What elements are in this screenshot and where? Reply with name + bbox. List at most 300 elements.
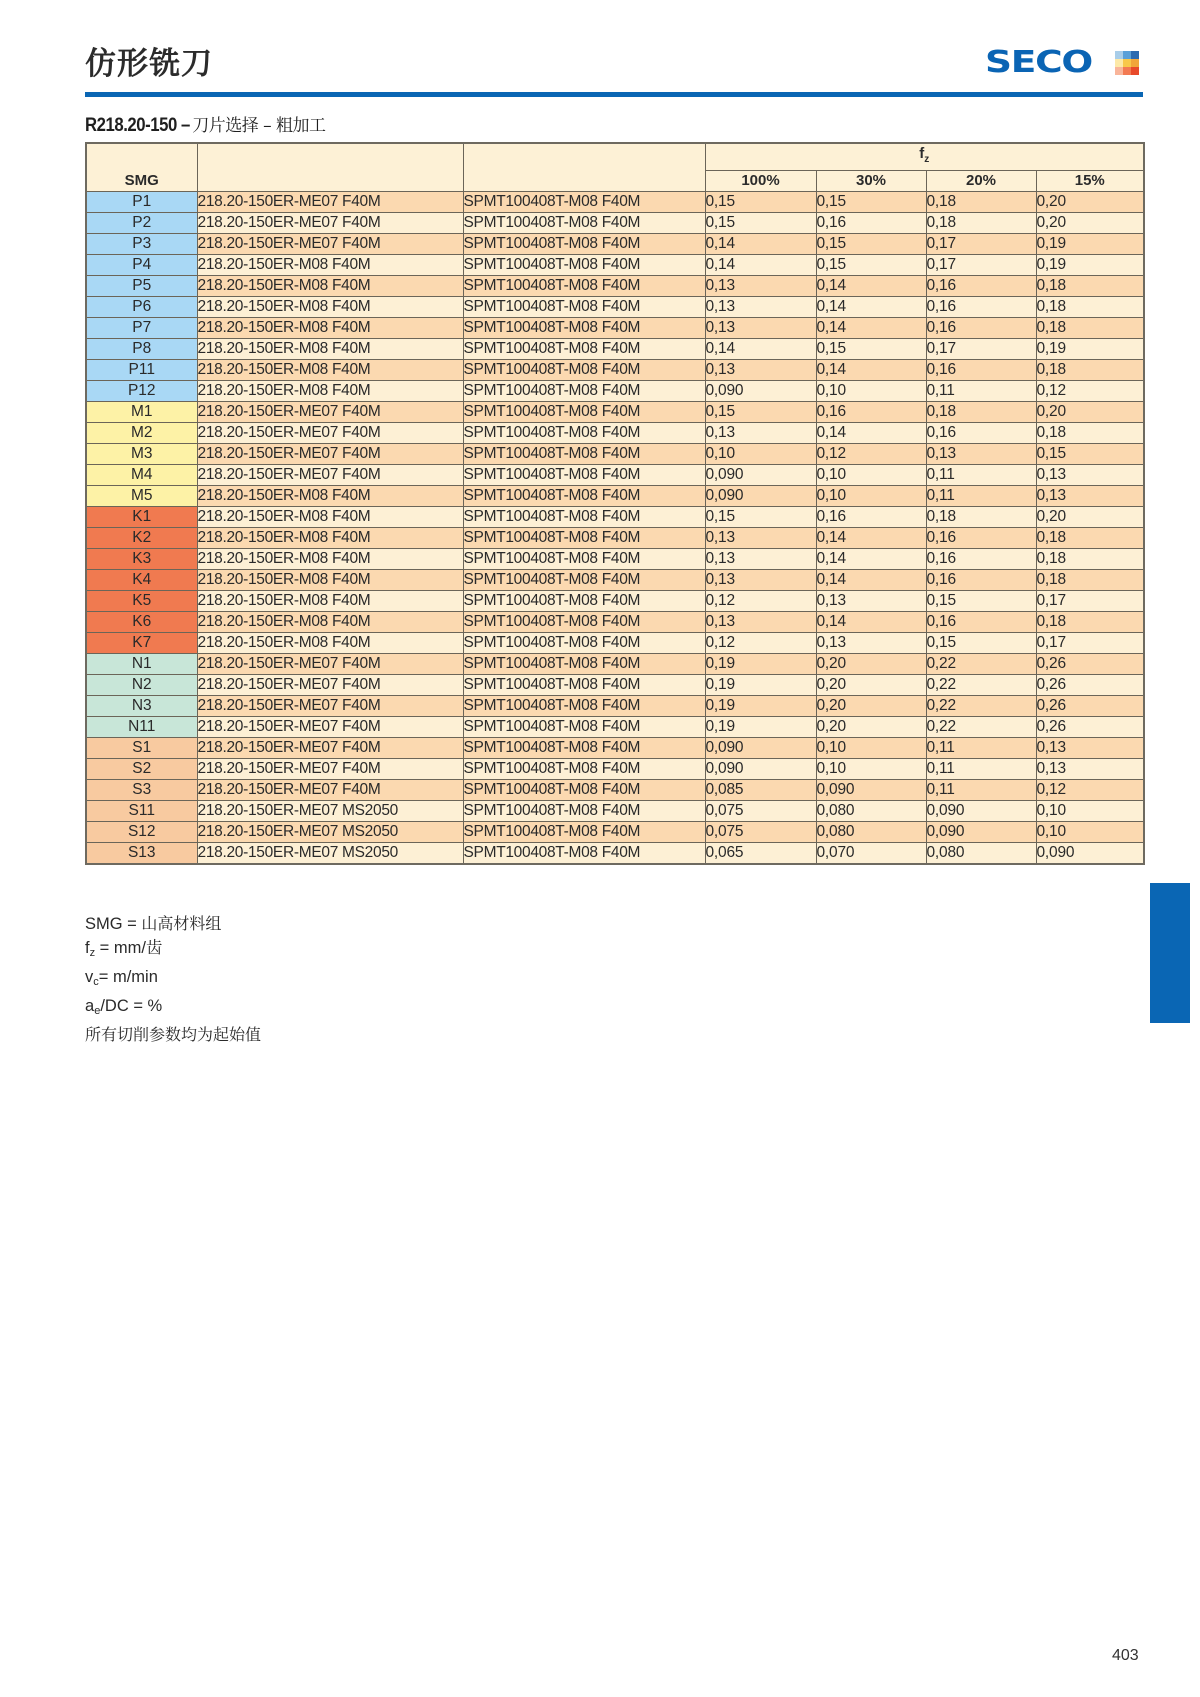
table-row xyxy=(86,822,1144,843)
insert-cell: SPMT100408T-M08 F40M xyxy=(463,297,705,318)
footnote-ae-symbol: a xyxy=(85,997,95,1015)
footnote-ae-text: /DC = % xyxy=(100,997,163,1015)
fz-value-cell: 0,11 xyxy=(926,780,1036,801)
fz-value-cell: 0,14 xyxy=(705,234,816,255)
fz-value-cell: 0,15 xyxy=(816,255,926,276)
fz-value-cell: 0,14 xyxy=(816,318,926,339)
fz-value-cell: 0,13 xyxy=(705,318,816,339)
fz-value-cell: 0,16 xyxy=(816,402,926,423)
insert-cell: SPMT100408T-M08 F40M xyxy=(463,549,705,570)
cutter-cell: 218.20-150ER-M08 F40M xyxy=(197,318,463,339)
fz-value-cell: 0,19 xyxy=(1036,234,1144,255)
footnote-smg-label: SMG = xyxy=(85,915,142,933)
table-row xyxy=(86,654,1144,675)
insert-cell: SPMT100408T-M08 F40M xyxy=(463,255,705,276)
cutter-cell: 218.20-150ER-ME07 F40M xyxy=(197,465,463,486)
fz-value-cell: 0,14 xyxy=(705,339,816,360)
table-row xyxy=(86,318,1144,339)
fz-subscript: z xyxy=(924,154,930,165)
fz-value-cell: 0,12 xyxy=(1036,381,1144,402)
insert-cell: SPMT100408T-M08 F40M xyxy=(463,402,705,423)
footnote-ae xyxy=(85,994,261,1023)
fz-value-cell: 0,22 xyxy=(926,717,1036,738)
footnote-smg-text: 山高材料组 xyxy=(141,914,222,933)
fz-value-cell: 0,15 xyxy=(705,507,816,528)
fz-value-cell: 0,20 xyxy=(1036,402,1144,423)
table-row xyxy=(86,255,1144,276)
insert-cell: SPMT100408T-M08 F40M xyxy=(463,486,705,507)
table-row xyxy=(86,570,1144,591)
fz-value-cell: 0,18 xyxy=(1036,528,1144,549)
footnote-vc xyxy=(85,965,261,994)
fz-value-cell: 0,16 xyxy=(926,423,1036,444)
cutter-cell: 218.20-150ER-M08 F40M xyxy=(197,486,463,507)
insert-cell: SPMT100408T-M08 F40M xyxy=(463,234,705,255)
fz-value-cell: 0,19 xyxy=(705,654,816,675)
fz-value-cell: 0,14 xyxy=(816,276,926,297)
fz-value-cell: 0,12 xyxy=(1036,780,1144,801)
insert-cell: SPMT100408T-M08 F40M xyxy=(463,507,705,528)
insert-cell: SPMT100408T-M08 F40M xyxy=(463,675,705,696)
brand-mark-icon xyxy=(1115,51,1139,75)
fz-value-cell: 0,13 xyxy=(816,591,926,612)
cutter-cell: 218.20-150ER-ME07 F40M xyxy=(197,192,463,213)
fz-value-cell: 0,090 xyxy=(926,801,1036,822)
fz-value-cell: 0,14 xyxy=(816,528,926,549)
insert-cell: SPMT100408T-M08 F40M xyxy=(463,444,705,465)
smg-cell: K2 xyxy=(86,528,197,549)
page-title: 仿形铣刀 xyxy=(85,46,213,82)
fz-value-cell: 0,19 xyxy=(1036,339,1144,360)
footnote-vc-sub: c xyxy=(93,976,99,988)
cutter-cell: 218.20-150ER-M08 F40M xyxy=(197,570,463,591)
insert-cell: SPMT100408T-M08 F40M xyxy=(463,633,705,654)
table-row xyxy=(86,633,1144,654)
fz-value-cell: 0,15 xyxy=(705,192,816,213)
insert-cell: SPMT100408T-M08 F40M xyxy=(463,591,705,612)
fz-value-cell: 0,18 xyxy=(1036,297,1144,318)
header-pct-20: 20% xyxy=(926,171,1036,192)
fz-value-cell: 0,19 xyxy=(705,696,816,717)
fz-value-cell: 0,15 xyxy=(705,402,816,423)
insert-cell: SPMT100408T-M08 F40M xyxy=(463,801,705,822)
smg-cell: P6 xyxy=(86,297,197,318)
fz-value-cell: 0,11 xyxy=(926,738,1036,759)
insert-cell: SPMT100408T-M08 F40M xyxy=(463,528,705,549)
smg-cell: K5 xyxy=(86,591,197,612)
fz-value-cell: 0,16 xyxy=(926,612,1036,633)
fz-value-cell: 0,11 xyxy=(926,381,1036,402)
page-number: 403 xyxy=(1112,1647,1139,1664)
smg-cell: S13 xyxy=(86,843,197,865)
fz-value-cell: 0,18 xyxy=(1036,612,1144,633)
fz-value-cell: 0,17 xyxy=(1036,633,1144,654)
insert-cell: SPMT100408T-M08 F40M xyxy=(463,843,705,865)
fz-value-cell: 0,20 xyxy=(1036,213,1144,234)
fz-value-cell: 0,11 xyxy=(926,486,1036,507)
cutter-cell: 218.20-150ER-M08 F40M xyxy=(197,633,463,654)
fz-value-cell: 0,090 xyxy=(705,759,816,780)
smg-cell: K7 xyxy=(86,633,197,654)
table-row xyxy=(86,612,1144,633)
fz-value-cell: 0,17 xyxy=(926,234,1036,255)
table-row xyxy=(86,780,1144,801)
fz-value-cell: 0,16 xyxy=(926,318,1036,339)
fz-value-cell: 0,19 xyxy=(705,675,816,696)
fz-value-cell: 0,085 xyxy=(705,780,816,801)
fz-value-cell: 0,10 xyxy=(1036,822,1144,843)
header-divider xyxy=(85,92,1143,97)
fz-value-cell: 0,26 xyxy=(1036,696,1144,717)
fz-value-cell: 0,13 xyxy=(1036,465,1144,486)
cutter-cell: 218.20-150ER-M08 F40M xyxy=(197,360,463,381)
smg-cell: K6 xyxy=(86,612,197,633)
subtitle-text: 刀片选择 – 粗加工 xyxy=(192,116,326,136)
footnotes xyxy=(85,912,261,1047)
cutter-cell: 218.20-150ER-ME07 F40M xyxy=(197,738,463,759)
cutter-cell: 218.20-150ER-M08 F40M xyxy=(197,381,463,402)
smg-cell: K4 xyxy=(86,570,197,591)
fz-value-cell: 0,10 xyxy=(816,759,926,780)
cutter-cell: 218.20-150ER-M08 F40M xyxy=(197,612,463,633)
cutter-cell: 218.20-150ER-ME07 MS2050 xyxy=(197,822,463,843)
fz-value-cell: 0,10 xyxy=(816,381,926,402)
table-row xyxy=(86,234,1144,255)
smg-cell: P8 xyxy=(86,339,197,360)
fz-value-cell: 0,14 xyxy=(816,297,926,318)
fz-value-cell: 0,26 xyxy=(1036,717,1144,738)
fz-value-cell: 0,14 xyxy=(816,549,926,570)
fz-value-cell: 0,090 xyxy=(705,738,816,759)
smg-cell: P7 xyxy=(86,318,197,339)
smg-cell: P11 xyxy=(86,360,197,381)
header-pct-30: 30% xyxy=(816,171,926,192)
insert-cell: SPMT100408T-M08 F40M xyxy=(463,717,705,738)
fz-value-cell: 0,090 xyxy=(705,486,816,507)
header-pct-15: 15% xyxy=(1036,171,1144,192)
fz-value-cell: 0,070 xyxy=(816,843,926,865)
cutter-cell: 218.20-150ER-ME07 F40M xyxy=(197,717,463,738)
header-insert xyxy=(463,143,705,192)
fz-value-cell: 0,12 xyxy=(705,591,816,612)
fz-value-cell: 0,090 xyxy=(1036,843,1144,865)
fz-value-cell: 0,13 xyxy=(816,633,926,654)
fz-value-cell: 0,090 xyxy=(816,780,926,801)
fz-value-cell: 0,13 xyxy=(705,570,816,591)
table-row xyxy=(86,507,1144,528)
fz-value-cell: 0,18 xyxy=(1036,318,1144,339)
fz-value-cell: 0,13 xyxy=(705,612,816,633)
smg-cell: S3 xyxy=(86,780,197,801)
fz-value-cell: 0,10 xyxy=(705,444,816,465)
cutter-cell: 218.20-150ER-ME07 F40M xyxy=(197,780,463,801)
cutter-cell: 218.20-150ER-M08 F40M xyxy=(197,339,463,360)
smg-cell: S12 xyxy=(86,822,197,843)
fz-value-cell: 0,16 xyxy=(926,528,1036,549)
fz-value-cell: 0,13 xyxy=(705,276,816,297)
fz-value-cell: 0,13 xyxy=(1036,759,1144,780)
fz-value-cell: 0,080 xyxy=(926,843,1036,865)
table-row xyxy=(86,528,1144,549)
cutter-cell: 218.20-150ER-M08 F40M xyxy=(197,549,463,570)
cutter-cell: 218.20-150ER-M08 F40M xyxy=(197,591,463,612)
fz-value-cell: 0,065 xyxy=(705,843,816,865)
fz-value-cell: 0,14 xyxy=(816,612,926,633)
brand-mark-square xyxy=(1123,59,1131,67)
fz-value-cell: 0,16 xyxy=(816,507,926,528)
fz-value-cell: 0,13 xyxy=(705,360,816,381)
fz-value-cell: 0,18 xyxy=(926,192,1036,213)
fz-value-cell: 0,20 xyxy=(816,675,926,696)
cutter-cell: 218.20-150ER-ME07 F40M xyxy=(197,759,463,780)
insert-cell: SPMT100408T-M08 F40M xyxy=(463,738,705,759)
fz-value-cell: 0,11 xyxy=(926,759,1036,780)
footnote-note: 所有切削参数均为起始值 xyxy=(85,1025,262,1044)
table-row xyxy=(86,759,1144,780)
table-row xyxy=(86,276,1144,297)
footnote-fz-sub: z xyxy=(89,947,96,959)
table-row xyxy=(86,444,1144,465)
smg-cell: S11 xyxy=(86,801,197,822)
fz-value-cell: 0,15 xyxy=(926,633,1036,654)
fz-value-cell: 0,10 xyxy=(1036,801,1144,822)
table-row xyxy=(86,213,1144,234)
insert-cell: SPMT100408T-M08 F40M xyxy=(463,339,705,360)
fz-value-cell: 0,14 xyxy=(816,423,926,444)
smg-cell: M2 xyxy=(86,423,197,444)
cutter-cell: 218.20-150ER-ME07 F40M xyxy=(197,213,463,234)
insert-cell: SPMT100408T-M08 F40M xyxy=(463,213,705,234)
brand-mark-square xyxy=(1131,51,1139,59)
table-row xyxy=(86,801,1144,822)
table-row xyxy=(86,696,1144,717)
smg-cell: N11 xyxy=(86,717,197,738)
brand-mark-square xyxy=(1123,67,1131,75)
fz-value-cell: 0,20 xyxy=(816,654,926,675)
smg-cell: S1 xyxy=(86,738,197,759)
smg-cell: K3 xyxy=(86,549,197,570)
fz-value-cell: 0,18 xyxy=(1036,423,1144,444)
fz-value-cell: 0,16 xyxy=(926,297,1036,318)
section-subtitle xyxy=(85,111,326,137)
fz-value-cell: 0,22 xyxy=(926,696,1036,717)
cutter-cell: 218.20-150ER-ME07 F40M xyxy=(197,234,463,255)
fz-value-cell: 0,090 xyxy=(705,465,816,486)
insert-selection-table xyxy=(85,142,1145,865)
subtitle-code: R218.20-150 – xyxy=(85,115,190,136)
cutter-cell: 218.20-150ER-ME07 F40M xyxy=(197,696,463,717)
insert-cell: SPMT100408T-M08 F40M xyxy=(463,465,705,486)
brand-mark-square xyxy=(1115,51,1123,59)
fz-value-cell: 0,13 xyxy=(1036,486,1144,507)
section-side-tab xyxy=(1150,883,1190,1023)
fz-value-cell: 0,11 xyxy=(926,465,1036,486)
fz-value-cell: 0,17 xyxy=(1036,591,1144,612)
fz-value-cell: 0,13 xyxy=(705,528,816,549)
cutter-cell: 218.20-150ER-M08 F40M xyxy=(197,507,463,528)
fz-value-cell: 0,15 xyxy=(1036,444,1144,465)
fz-value-cell: 0,20 xyxy=(816,717,926,738)
fz-value-cell: 0,16 xyxy=(926,360,1036,381)
fz-value-cell: 0,26 xyxy=(1036,675,1144,696)
brand-mark-square xyxy=(1123,51,1131,59)
smg-cell: M4 xyxy=(86,465,197,486)
smg-cell: N1 xyxy=(86,654,197,675)
table-row xyxy=(86,339,1144,360)
brand-mark-square xyxy=(1115,59,1123,67)
table-row xyxy=(86,381,1144,402)
cutter-cell: 218.20-150ER-ME07 F40M xyxy=(197,675,463,696)
fz-value-cell: 0,13 xyxy=(705,549,816,570)
fz-value-cell: 0,12 xyxy=(705,633,816,654)
fz-value-cell: 0,090 xyxy=(926,822,1036,843)
smg-cell: P2 xyxy=(86,213,197,234)
footnote-fz-symbol: f xyxy=(85,939,90,957)
table-row xyxy=(86,465,1144,486)
fz-value-cell: 0,22 xyxy=(926,675,1036,696)
fz-value-cell: 0,15 xyxy=(816,192,926,213)
fz-value-cell: 0,18 xyxy=(926,213,1036,234)
footnote-ae-sub: e xyxy=(94,1005,101,1017)
table-row xyxy=(86,717,1144,738)
cutter-cell: 218.20-150ER-M08 F40M xyxy=(197,255,463,276)
table-row xyxy=(86,360,1144,381)
smg-cell: P5 xyxy=(86,276,197,297)
fz-value-cell: 0,18 xyxy=(1036,276,1144,297)
header-fz xyxy=(705,143,1144,171)
fz-value-cell: 0,15 xyxy=(926,591,1036,612)
fz-value-cell: 0,12 xyxy=(816,444,926,465)
smg-cell: S2 xyxy=(86,759,197,780)
smg-cell: P12 xyxy=(86,381,197,402)
cutter-cell: 218.20-150ER-ME07 F40M xyxy=(197,402,463,423)
smg-cell: P1 xyxy=(86,192,197,213)
insert-cell: SPMT100408T-M08 F40M xyxy=(463,654,705,675)
fz-value-cell: 0,18 xyxy=(926,402,1036,423)
fz-value-cell: 0,20 xyxy=(1036,192,1144,213)
brand-mark-square xyxy=(1131,67,1139,75)
fz-value-cell: 0,090 xyxy=(705,381,816,402)
fz-value-cell: 0,19 xyxy=(705,717,816,738)
fz-value-cell: 0,14 xyxy=(705,255,816,276)
insert-cell: SPMT100408T-M08 F40M xyxy=(463,381,705,402)
table-row xyxy=(86,486,1144,507)
fz-value-cell: 0,075 xyxy=(705,801,816,822)
insert-cell: SPMT100408T-M08 F40M xyxy=(463,780,705,801)
fz-value-cell: 0,10 xyxy=(816,486,926,507)
header-pct-100: 100% xyxy=(705,171,816,192)
table-row xyxy=(86,675,1144,696)
table-body xyxy=(86,192,1144,865)
fz-value-cell: 0,14 xyxy=(816,360,926,381)
insert-cell: SPMT100408T-M08 F40M xyxy=(463,612,705,633)
fz-value-cell: 0,18 xyxy=(1036,360,1144,381)
fz-value-cell: 0,20 xyxy=(816,696,926,717)
table-row xyxy=(86,402,1144,423)
insert-cell: SPMT100408T-M08 F40M xyxy=(463,276,705,297)
fz-value-cell: 0,13 xyxy=(1036,738,1144,759)
cutter-cell: 218.20-150ER-M08 F40M xyxy=(197,276,463,297)
fz-value-cell: 0,080 xyxy=(816,801,926,822)
smg-cell: K1 xyxy=(86,507,197,528)
fz-value-cell: 0,10 xyxy=(816,465,926,486)
fz-value-cell: 0,18 xyxy=(926,507,1036,528)
cutter-cell: 218.20-150ER-ME07 F40M xyxy=(197,423,463,444)
fz-value-cell: 0,16 xyxy=(926,570,1036,591)
fz-value-cell: 0,18 xyxy=(1036,570,1144,591)
fz-value-cell: 0,20 xyxy=(1036,507,1144,528)
footnote-fz-text: = mm/齿 xyxy=(95,939,163,957)
brand-mark-square xyxy=(1131,59,1139,67)
fz-value-cell: 0,16 xyxy=(926,549,1036,570)
cutter-cell: 218.20-150ER-ME07 F40M xyxy=(197,444,463,465)
smg-cell: N3 xyxy=(86,696,197,717)
header-cutter xyxy=(197,143,463,192)
table-row xyxy=(86,549,1144,570)
table-row xyxy=(86,738,1144,759)
fz-value-cell: 0,18 xyxy=(1036,549,1144,570)
fz-value-cell: 0,15 xyxy=(816,339,926,360)
cutter-cell: 218.20-150ER-M08 F40M xyxy=(197,528,463,549)
table-row xyxy=(86,297,1144,318)
footnote-fz xyxy=(85,936,261,965)
table-row xyxy=(86,591,1144,612)
fz-value-cell: 0,17 xyxy=(926,255,1036,276)
fz-value-cell: 0,15 xyxy=(705,213,816,234)
insert-cell: SPMT100408T-M08 F40M xyxy=(463,423,705,444)
insert-cell: SPMT100408T-M08 F40M xyxy=(463,759,705,780)
smg-cell: M1 xyxy=(86,402,197,423)
fz-value-cell: 0,13 xyxy=(926,444,1036,465)
table-row xyxy=(86,192,1144,213)
insert-cell: SPMT100408T-M08 F40M xyxy=(463,318,705,339)
fz-value-cell: 0,16 xyxy=(926,276,1036,297)
insert-cell: SPMT100408T-M08 F40M xyxy=(463,570,705,591)
smg-cell: M3 xyxy=(86,444,197,465)
footnote-vc-symbol: v xyxy=(85,968,94,986)
table-row xyxy=(86,423,1144,444)
fz-value-cell: 0,13 xyxy=(705,423,816,444)
fz-value-cell: 0,15 xyxy=(816,234,926,255)
footnote-vc-text: = m/min xyxy=(98,968,158,986)
fz-value-cell: 0,26 xyxy=(1036,654,1144,675)
smg-cell: N2 xyxy=(86,675,197,696)
fz-value-cell: 0,14 xyxy=(816,570,926,591)
table-row xyxy=(86,843,1144,865)
brand-name: SECO xyxy=(985,45,1093,80)
cutter-cell: 218.20-150ER-ME07 MS2050 xyxy=(197,843,463,865)
insert-cell: SPMT100408T-M08 F40M xyxy=(463,360,705,381)
fz-value-cell: 0,16 xyxy=(816,213,926,234)
insert-cell: SPMT100408T-M08 F40M xyxy=(463,822,705,843)
fz-value-cell: 0,17 xyxy=(926,339,1036,360)
header-smg: SMG xyxy=(86,143,197,192)
cutter-cell: 218.20-150ER-ME07 MS2050 xyxy=(197,801,463,822)
insert-cell: SPMT100408T-M08 F40M xyxy=(463,192,705,213)
brand-mark-square xyxy=(1115,67,1123,75)
cutter-cell: 218.20-150ER-M08 F40M xyxy=(197,297,463,318)
insert-cell: SPMT100408T-M08 F40M xyxy=(463,696,705,717)
fz-value-cell: 0,075 xyxy=(705,822,816,843)
fz-value-cell: 0,080 xyxy=(816,822,926,843)
fz-value-cell: 0,10 xyxy=(816,738,926,759)
fz-value-cell: 0,22 xyxy=(926,654,1036,675)
smg-cell: P4 xyxy=(86,255,197,276)
smg-cell: P3 xyxy=(86,234,197,255)
footnote-smg xyxy=(85,912,261,936)
cutter-cell: 218.20-150ER-ME07 F40M xyxy=(197,654,463,675)
smg-cell: M5 xyxy=(86,486,197,507)
